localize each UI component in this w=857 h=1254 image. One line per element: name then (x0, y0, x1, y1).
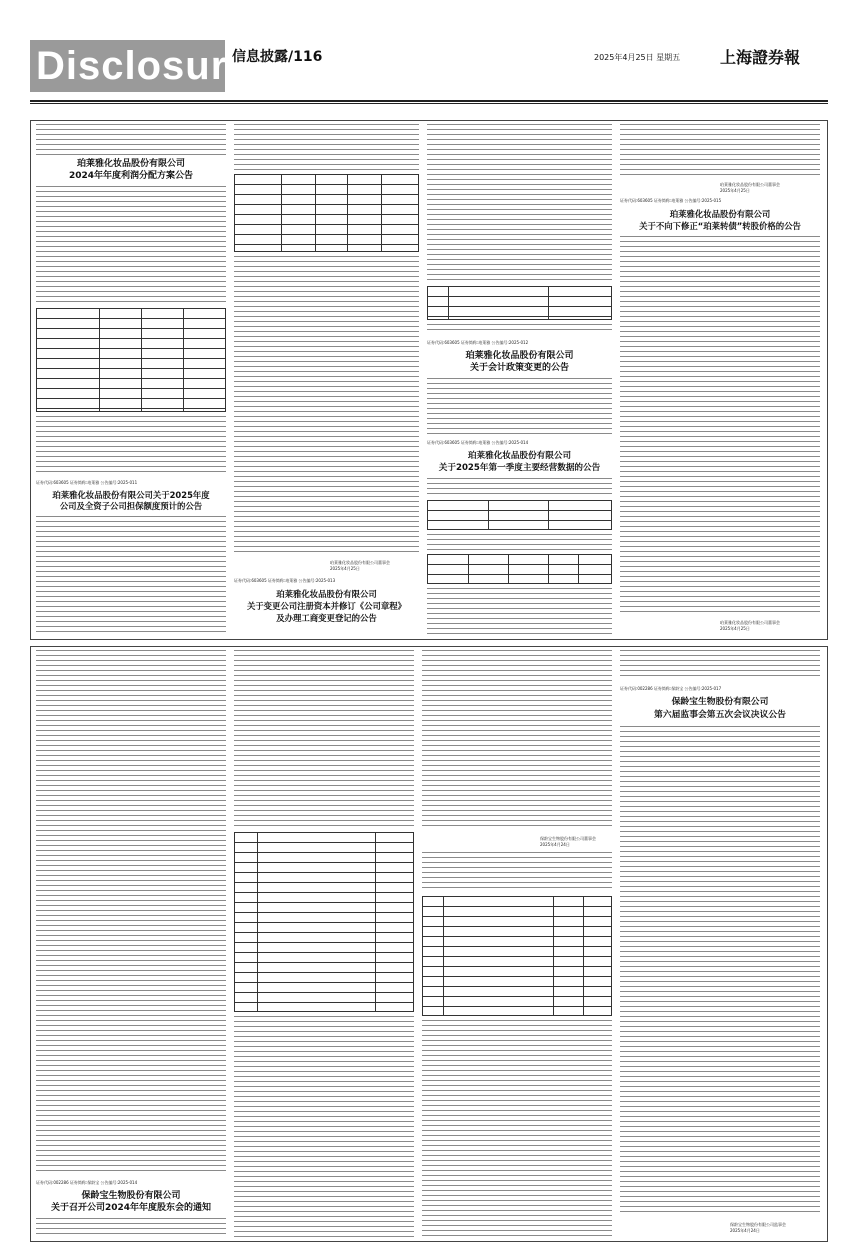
article-text-block (234, 650, 414, 828)
article-text-block (36, 650, 226, 1174)
article-text-block (620, 650, 820, 678)
article-title-a2: 珀莱雅化妆品股份有限公司关于2025年度 公司及全资子公司担保额度预计的公告 (52, 490, 210, 511)
article-text-block (234, 256, 419, 556)
article-title-a6: 珀莱雅化妆品股份有限公司 关于不向下修正“珀莱转债”转股价格的公告 (639, 209, 801, 231)
announcement-code: 证券代码:002286 证券简称:保龄宝 公告编号:2025-017 (620, 686, 722, 691)
article-text-block (36, 186, 226, 304)
article-text-block (234, 124, 419, 170)
article-title-a1: 珀莱雅化妆品股份有限公司 2024年年度利润分配方案公告 (68, 159, 194, 181)
article-text-block (36, 516, 226, 634)
article-title-a3: 珀莱雅化妆品股份有限公司 关于变更公司注册资本并修订《公司章程》 及办理工商变更登记的公告 (246, 589, 407, 623)
article-text-block (422, 1020, 612, 1238)
data-table (427, 286, 612, 320)
article-text-block (427, 478, 612, 498)
signature: 保龄宝生物股份有限公司监事会 2025年4月24日 (730, 1222, 786, 1233)
article-text-block (234, 1016, 414, 1238)
signature: 保龄宝生物股份有限公司董事会 2025年4月24日 (540, 836, 596, 847)
article-text-block (422, 852, 612, 892)
article-title-a5: 珀莱雅化妆品股份有限公司 关于2025年第一季度主要经营数据的公告 (438, 451, 601, 473)
article-text-block (427, 534, 612, 552)
article-text-block (36, 124, 226, 156)
proxy-vote-table (422, 896, 612, 1016)
data-table (234, 174, 419, 252)
article-text-block (36, 416, 226, 476)
section-title: 信息披露/116 (232, 49, 323, 65)
data-table (427, 500, 612, 530)
proposal-table (234, 832, 414, 1012)
newspaper-name: 上海證券報 (720, 48, 801, 67)
article-text-block (36, 1218, 226, 1238)
article-text-block (427, 124, 612, 284)
announcement-code: 证券代码:603605 证券简称:珀莱雅 公告编号:2025-013 (234, 578, 336, 583)
article-text-block (620, 726, 820, 1216)
masthead (0, 0, 857, 110)
signature: 珀莱雅化妆品股份有限公司董事会 2025年4月25日 (330, 560, 390, 571)
article-text-block (427, 588, 612, 634)
article-title-a7: 保龄宝生物股份有限公司 关于召开公司2024年年度股东会的通知 (50, 1191, 212, 1213)
brand-logo: Disclosure (30, 40, 225, 92)
article-title-a8: 保龄宝生物股份有限公司 第六届监事会第五次会议决议公告 (654, 697, 786, 720)
announcement-code: 证券代码:603605 证券简称:珀莱雅 公告编号:2025-011 (36, 480, 138, 485)
signature: 珀莱雅化妆品股份有限公司董事会 2025年4月25日 (720, 182, 780, 193)
article-text-block (620, 124, 820, 178)
announcement-code: 证券代码:002286 证券简称:保龄宝 公告编号:2025-014 (36, 1180, 138, 1185)
header-rule (30, 100, 828, 102)
article-text-block (427, 324, 612, 334)
data-table (36, 308, 226, 412)
article-title-a4: 珀莱雅化妆品股份有限公司 关于会计政策变更的公告 (465, 351, 574, 373)
issue-date: 2025年4月25日 星期五 (594, 53, 681, 62)
article-text-block (620, 236, 820, 616)
announcement-code: 证券代码:603605 证券简称:珀莱雅 公告编号:2025-015 (620, 198, 722, 203)
announcement-code: 证券代码:603605 证券简称:珀莱雅 公告编号:2025-012 (427, 340, 529, 345)
signature: 珀莱雅化妆品股份有限公司董事会 2025年4月25日 (720, 620, 780, 631)
header-rule-thin (30, 103, 828, 104)
article-text-block (422, 650, 612, 830)
announcement-code: 证券代码:603605 证券简称:珀莱雅 公告编号:2025-014 (427, 440, 529, 445)
article-text-block (427, 378, 612, 434)
data-table (427, 554, 612, 584)
